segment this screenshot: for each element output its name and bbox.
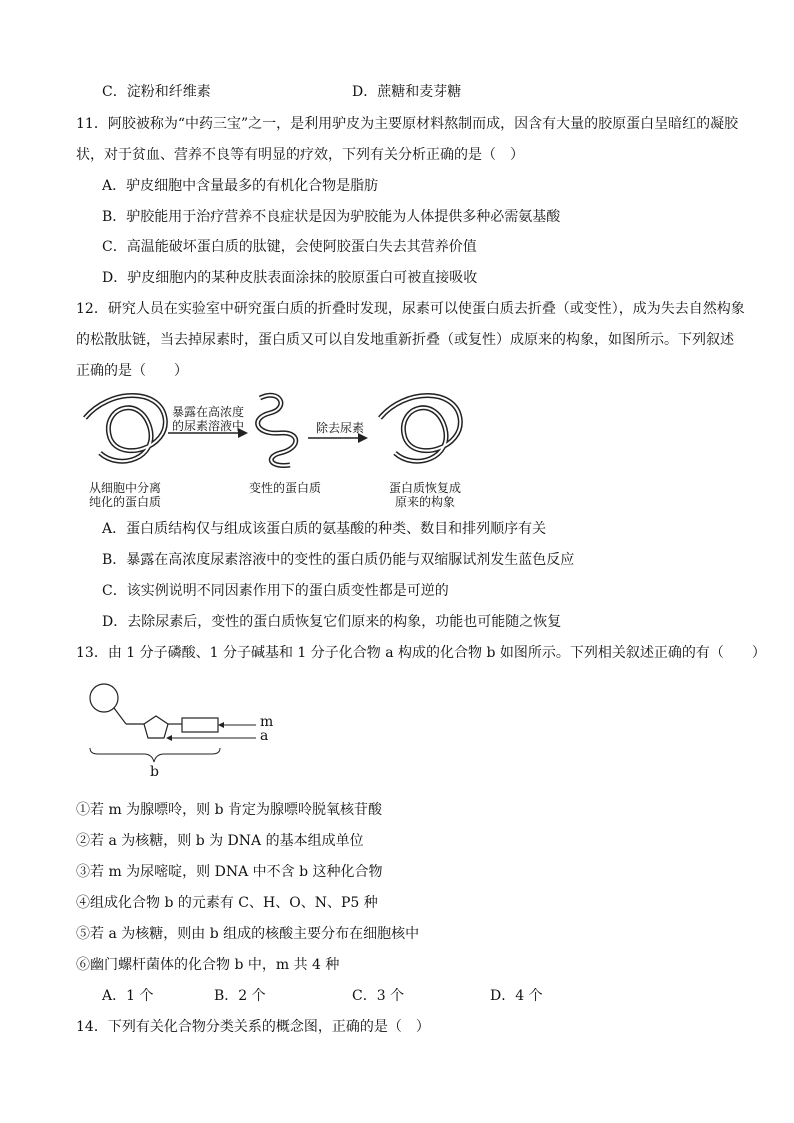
q13-statement-1: ①若 m 为腺嘌呤，则 b 肯定为腺嘌呤脱氧核苷酸 <box>76 802 383 818</box>
folded-protein-icon <box>85 396 165 462</box>
q11-option-c: C．高温能破坏蛋白质的肽键，会使阿胶蛋白失去其营养价值 <box>102 239 477 255</box>
q12-option-c: C．该实例说明不同因素作用下的蛋白质变性都是可逆的 <box>102 583 449 599</box>
refolded-protein-icon <box>380 396 460 462</box>
protein-folding-diagram <box>80 383 500 473</box>
nucleotide-figure <box>84 682 284 782</box>
q12-option-d: D．去除尿素后，变性的蛋白质恢复它们原来的构象，功能也可能随之恢复 <box>102 614 562 630</box>
pentose-pentagon <box>144 716 168 738</box>
label-a: a <box>260 728 269 744</box>
phosphate-circle <box>90 684 118 712</box>
q13-statement-3: ③若 m 为尿嘧啶，则 DNA 中不含 b 这种化合物 <box>76 864 383 880</box>
q13-statement-5: ⑤若 a 为核糖，则由 b 组成的核酸主要分布在细胞核中 <box>76 926 420 942</box>
q13-statement-4: ④组成化合物 b 的元素有 C、H、O、N、P5 种 <box>76 895 378 911</box>
arrow1-label-line1: 暴露在高浓度 <box>171 405 244 419</box>
q13-statement-2: ②若 a 为核糖，则 b 为 DNA 的基本组成单位 <box>76 833 364 849</box>
q13-choice-c: C．3 个 <box>352 988 405 1004</box>
q10-option-d: D．蔗糖和麦芽糖 <box>352 84 462 100</box>
q10-option-c: C．淀粉和纤维素 <box>102 84 211 100</box>
q11-stem-line2: 状，对于贫血、营养不良等有明显的疗效，下列有关分析正确的是（ ） <box>76 147 524 163</box>
protein-folding-figure <box>80 383 500 513</box>
caption1-line1: 从细胞中分离 <box>88 481 161 495</box>
caption-denatured-protein: 变性的蛋白质 <box>248 481 321 495</box>
caption1-line2: 纯化的蛋白质 <box>88 495 161 509</box>
q11-option-d: D．驴皮细胞内的某种皮肤表面涂抹的胶原蛋白可被直接吸收 <box>102 270 478 286</box>
q13-stem: 13．由 1 分子磷酸、1 分子碱基和 1 分子化合物 a 构成的化合物 b 如图所示。下列相关叙述正确的有（ ） <box>76 645 766 661</box>
q12-stem-line1: 12．研究人员在实验室中研究蛋白质的折叠时发现，尿素可以使蛋白质去折叠（或变性），成为失去自然构象 <box>76 301 745 317</box>
arrow1-label <box>168 405 248 433</box>
nucleotide-diagram <box>84 682 284 782</box>
denatured-protein-icon <box>258 395 296 465</box>
label-m: m <box>260 714 274 730</box>
q12-option-b: B．暴露在高浓度尿素溶液中的变性的蛋白质仍能与双缩脲试剂发生蓝色反应 <box>102 552 575 568</box>
caption3-line1: 蛋白质恢复成 <box>388 481 461 495</box>
base-rectangle <box>182 718 218 732</box>
q11-option-a: A．驴皮细胞中含量最多的有机化合物是脂肪 <box>102 178 379 194</box>
q12-stem-line3: 正确的是（ ） <box>76 363 188 379</box>
caption-purified-protein <box>80 481 170 509</box>
q14-stem: 14．下列有关化合物分类关系的概念图，正确的是（ ） <box>76 1019 430 1035</box>
caption3-line2: 原来的构象 <box>394 495 455 509</box>
q11-option-b: B．驴胶能用于治疗营养不良症状是因为驴胶能为人体提供多种必需氨基酸 <box>102 209 561 225</box>
arrow2-label: 除去尿素 <box>315 421 364 435</box>
q12-option-a: A．蛋白质结构仅与组成该蛋白质的氨基酸的种类、数目和排列顺序有关 <box>102 521 547 537</box>
label-b: b <box>150 764 159 780</box>
q13-choice-b: B．2 个 <box>214 988 266 1004</box>
q11-stem-line1: 11．阿胶被称为“中药三宝”之一，是利用驴皮为主要原材料熬制而成，因含有大量的胶原蛋白呈暗红的凝胶 <box>76 116 739 132</box>
q13-choice-d: D．4 个 <box>490 988 543 1004</box>
caption-restored-protein <box>380 481 470 509</box>
q13-choice-a: A．1 个 <box>102 988 154 1004</box>
q12-stem-line2: 的松散肽链，当去掉尿素时，蛋白质又可以自发地重新折叠（或复性）成原来的构象，如图所示。下列叙述 <box>76 332 734 348</box>
arrow1-label-line2: 的尿素溶液中 <box>171 419 244 433</box>
q13-statement-6: ⑥幽门螺杆菌体的化合物 b 中，m 共 4 种 <box>76 957 340 973</box>
